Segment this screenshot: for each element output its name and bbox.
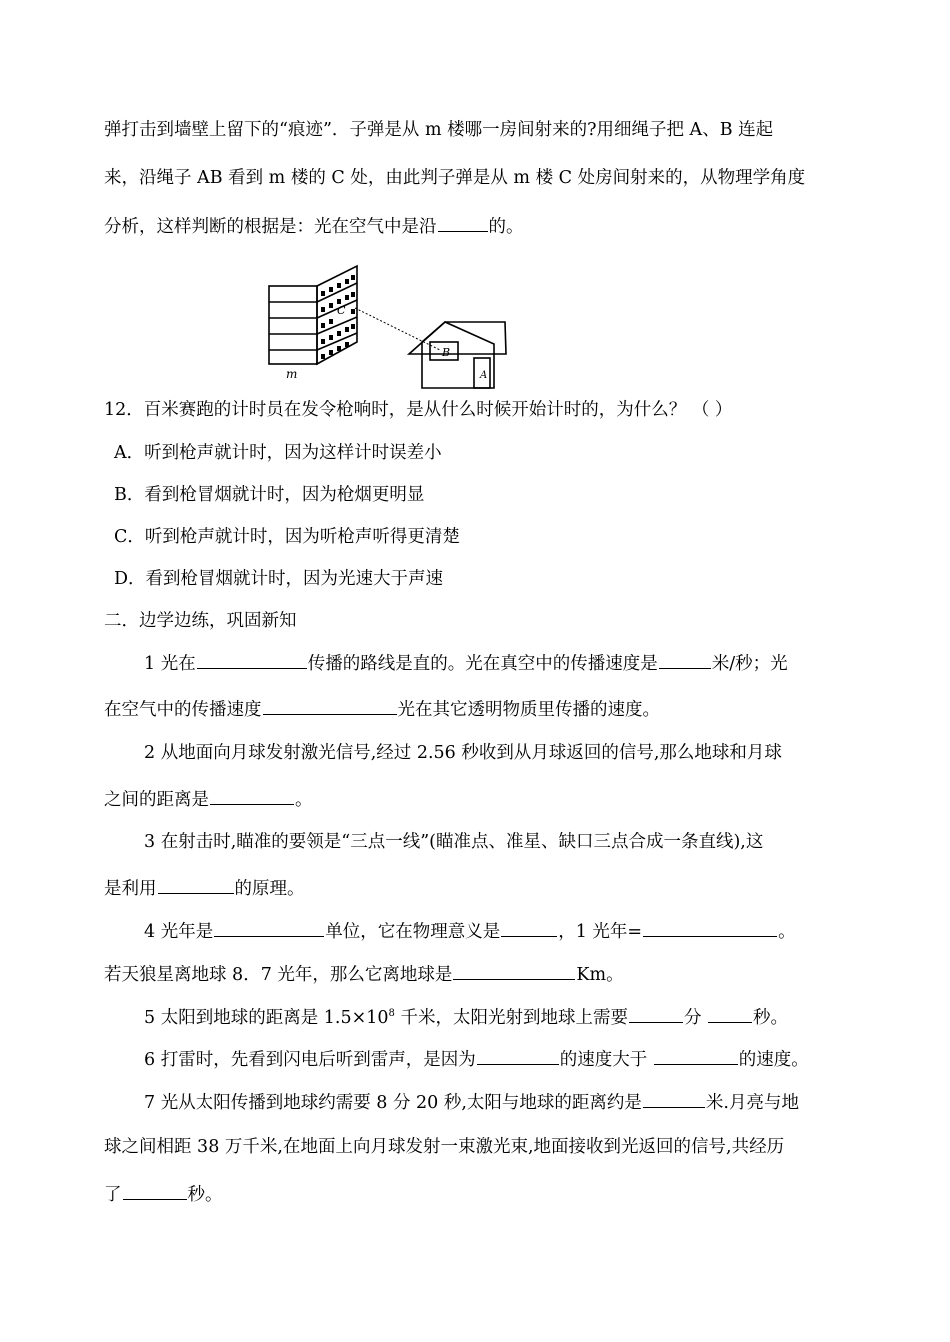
intro-text-2: 来，沿绳子 AB 看到 m 楼的 C 处，由此判子弹是从 m 楼 C 处房间射来的，从物理学角度 <box>104 168 806 188</box>
q12-option-c-text: C．听到枪声就计时，因为听枪声听得更清楚 <box>114 527 460 547</box>
label-m: m <box>286 367 298 381</box>
p3-line-2 <box>104 876 305 901</box>
p7-text-c: 球之间相距 38 万千米,在地面上向月球发射一束激光束,地面接收到光返回的信号,共经历 <box>104 1137 785 1157</box>
q12-option-b[interactable] <box>114 483 424 507</box>
q12-stem <box>104 398 732 422</box>
intro-text-3b: 的。 <box>488 217 524 237</box>
p7-line-3 <box>104 1182 223 1207</box>
intro-line-2 <box>104 166 805 190</box>
p7-text-a: 7 光从太阳传播到地球约需要 8 分 20 秒,太阳与地球的距离约是 <box>144 1093 642 1113</box>
answer-blank[interactable] <box>654 1047 738 1065</box>
p4-line-1 <box>144 919 796 944</box>
p4-text-d: 。 <box>778 922 796 942</box>
p1-text-a: 1 光在 <box>144 654 196 674</box>
p5-exponent: 8 <box>388 1008 395 1019</box>
building-house-figure <box>262 258 512 390</box>
p5-line <box>144 1005 788 1030</box>
p2-line-1 <box>144 741 782 765</box>
q12-option-d-text: D．看到枪冒烟就计时，因为光速大于声速 <box>114 569 444 589</box>
answer-blank[interactable] <box>210 787 294 805</box>
p1-line-1 <box>144 651 788 676</box>
p5-text-b: 千米，太阳光射到地球上需要 <box>394 1008 628 1028</box>
p6-line <box>144 1047 809 1072</box>
p2-text-a: 2 从地面向月球发射激光信号,经过 2.56 秒收到从月球返回的信号,那么地球和月球 <box>144 743 782 763</box>
p7-text-b: 米.月亮与地 <box>705 1093 799 1113</box>
p3-text-a: 3 在射击时,瞄准的要领是“三点一线”(瞄准点、准星、缺口三点合成一条直线),这 <box>144 832 764 852</box>
q12-option-c[interactable] <box>114 525 460 549</box>
p2-text-c: 。 <box>295 790 313 810</box>
answer-blank[interactable] <box>501 919 557 937</box>
intro-line-1 <box>104 118 773 142</box>
answer-blank[interactable] <box>643 1090 705 1108</box>
p7-text-d: 了 <box>104 1185 122 1205</box>
sight-line <box>355 308 440 350</box>
q12-option-a-text: A．听到枪声就计时，因为这样计时误差小 <box>114 443 442 463</box>
p4-text-b: 单位，它在物理意义是 <box>325 922 501 942</box>
intro-text-3a: 分析，这样判断的根据是：光在空气中是沿 <box>104 217 437 237</box>
answer-blank[interactable] <box>197 651 307 669</box>
p6-text-c: 的速度。 <box>738 1050 809 1070</box>
p1-text-b: 传播的路线是直的。光在真空中的传播速度是 <box>307 654 658 674</box>
answer-blank[interactable] <box>629 1005 683 1023</box>
p4-line-2 <box>104 962 624 987</box>
p5-text-d: 秒。 <box>753 1008 789 1028</box>
intro-text-1: 弹打击到墙壁上留下的“痕迹”．子弹是从 m 楼哪一房间射来的?用细绳子把 A、B 连起 <box>104 120 774 140</box>
p3-line-1 <box>144 830 763 854</box>
section-heading-text: 二．边学边练，巩固新知 <box>104 611 297 631</box>
answer-blank[interactable] <box>438 214 488 232</box>
q12-option-d[interactable] <box>114 567 443 591</box>
section-heading <box>104 609 297 633</box>
p3-text-c: 的原理。 <box>234 879 305 899</box>
p7-line-2 <box>104 1135 784 1159</box>
p1-text-c: 米/秒；光 <box>711 654 788 674</box>
p4-text-f: Km。 <box>576 965 624 985</box>
answer-blank[interactable] <box>659 651 711 669</box>
q12-option-b-text: B．看到枪冒烟就计时，因为枪烟更明显 <box>114 485 425 505</box>
answer-blank[interactable] <box>643 919 777 937</box>
p2-line-2 <box>104 787 313 812</box>
p1-text-e: 光在其它透明物质里传播的速度。 <box>397 700 660 720</box>
answer-blank[interactable] <box>214 919 324 937</box>
p1-line-2 <box>104 697 660 722</box>
q12-stem-text: 12．百米赛跑的计时员在发令枪响时，是从什么时候开始计时的，为什么？ （ ） <box>104 400 733 420</box>
p6-text-a: 6 打雷时，先看到闪电后听到雷声，是因为 <box>144 1050 476 1070</box>
label-b: B <box>442 346 451 359</box>
intro-line-3 <box>104 214 524 239</box>
p4-text-c: ，1 光年= <box>558 922 643 942</box>
answer-blank[interactable] <box>123 1182 187 1200</box>
q12-option-a[interactable] <box>114 441 442 465</box>
answer-blank[interactable] <box>477 1047 559 1065</box>
p5-text-c: 分 <box>683 1008 708 1028</box>
p7-text-e: 秒。 <box>187 1185 223 1205</box>
answer-blank[interactable] <box>453 962 575 980</box>
p4-text-a: 4 光年是 <box>144 922 214 942</box>
p5-text-a: 5 太阳到地球的距离是 1.5×10 <box>144 1008 389 1028</box>
p7-line-1 <box>144 1090 799 1115</box>
answer-blank[interactable] <box>708 1005 752 1023</box>
answer-blank[interactable] <box>158 876 234 894</box>
label-a: A <box>480 370 488 381</box>
house <box>409 322 506 388</box>
p6-text-b: 的速度大于 <box>559 1050 653 1070</box>
p4-text-e: 若天狼星离地球 8．7 光年，那么它离地球是 <box>104 965 453 985</box>
p2-text-b: 之间的距离是 <box>104 790 209 810</box>
answer-blank[interactable] <box>263 697 397 715</box>
label-c: C <box>337 304 346 317</box>
p3-text-b: 是利用 <box>104 879 157 899</box>
p1-text-d: 在空气中的传播速度 <box>104 700 262 720</box>
